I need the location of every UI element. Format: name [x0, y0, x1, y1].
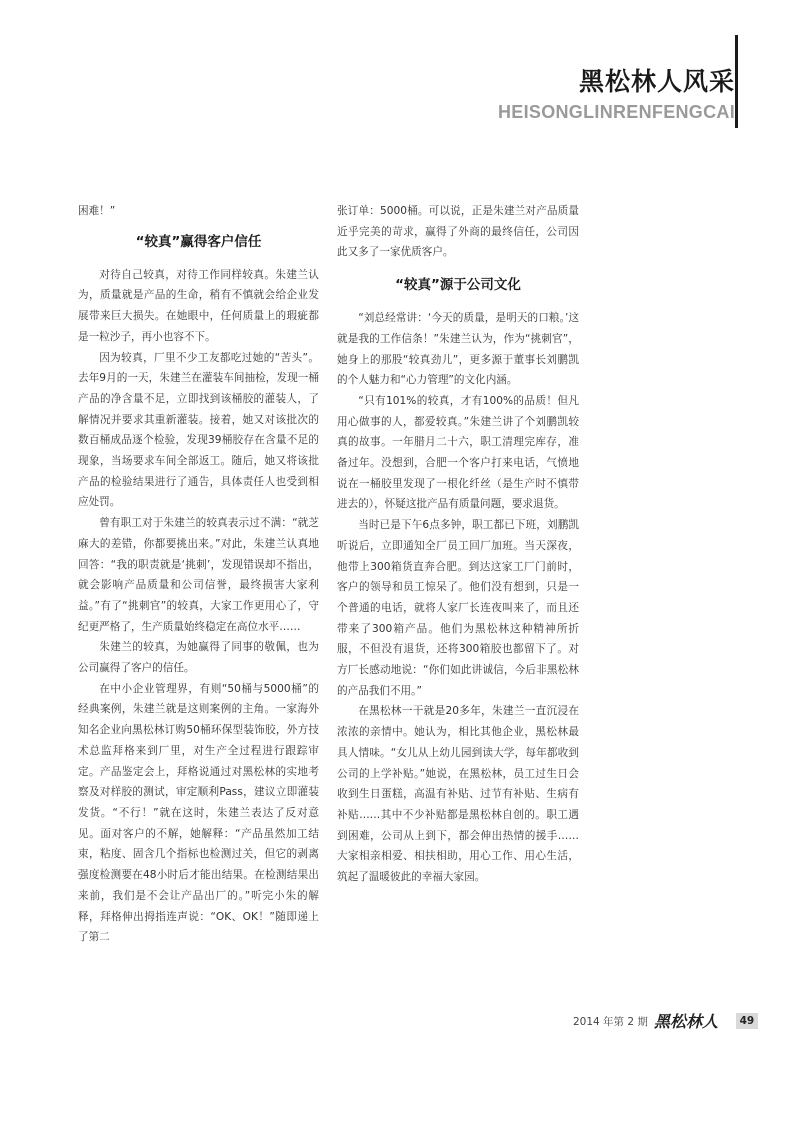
paragraph: 因为较真，厂里不少工友都吃过她的“苦头”。去年9月的一天，朱建兰在灌装车间抽检，发现一桶产品的净含量不足，立即找到该桶胶的灌装人，了解情况并要求其重新灌装。接着，她又对该批次的数百桶成品逐个检验，发现39桶胶存在含量不足的现象，当场要求车间全部返工。随后，她又将该批产品的检验结果进行了通告，具体责任人也受到相应处罚。 — [78, 351, 319, 509]
article-column-right — [337, 201, 579, 888]
paragraph: 朱建兰的较真，为她赢得了同事的敬佩，也为公司赢得了客户的信任。 — [78, 641, 319, 675]
article-column-left — [78, 201, 319, 948]
section-title: 黑松林人风采 — [578, 67, 735, 96]
section-subtitle: HEISONGLINRENFENGCAI — [497, 102, 735, 122]
paragraph: 在中小企业管理界，有则“50桶与5000桶”的经典案例，朱建兰就是这则案例的主角。一家海外知名企业向黑松林订购50桶环保型装饰胶，外方技术总监拜格来到厂里，对生产全过程进行跟踪审定。产品鉴定会上，拜格说通过对黑松林的实地考察及对样胶的测试，审定顺利Pass，建议立即灌装发货。“不行！”就在这时，朱建兰表达了反对意见。面对客户的不解，她解释：“产品虽然加工结束，粘度、固含几个指标也检测过关，但它的剥离强度检测要在48小时后才能出结果。在检测结果出来前，我们是不会让产品出厂的。”听完小朱的解释，拜格伸出拇指连声说：“OK、OK！”随即递上了第二 — [78, 682, 319, 944]
paragraph: 对待自己较真，对待工作同样较真。朱建兰认为，质量就是产品的生命，稍有不慎就会给企业发展带来巨大损失。在她眼中，任何质量上的瑕疵都是一粒沙子，再小也容不下。 — [78, 268, 319, 343]
page-footer — [573, 1011, 758, 1031]
svg-text:黑松林人: 黑松林人 — [653, 1012, 718, 1031]
paragraph: 张订单：5000桶。可以说，正是朱建兰对产品质量近乎完美的苛求，赢得了外商的最终信任，公司因此又多了一家优质客户。 — [337, 205, 579, 259]
section-heading: “较真”赢得客户信任 — [135, 233, 262, 250]
paragraph: 困难！” — [78, 205, 116, 217]
page-number: 49 — [736, 1013, 758, 1029]
header-divider — [735, 35, 738, 128]
issue-label: 2014 年第 2 期 — [573, 1015, 648, 1028]
section-heading: “较真”源于公司文化 — [395, 277, 521, 294]
paragraph: “刘总经常讲：‘今天的质量，是明天的口粮。’这就是我的工作信条！”朱建兰认为，作为“挑刺官”，她身上的那股“较真劲儿”，更多源于董事长刘鹏凯的个人魅力和“心力管理”的文化内涵。 — [337, 312, 579, 387]
magazine-logo — [654, 1011, 732, 1031]
paragraph: 在黑松林一干就是20多年，朱建兰一直沉浸在浓浓的亲情中。她认为，相比其他企业，黑松林最具人情味。“女儿从上幼儿园到读大学，每年都收到公司的上学补贴。”她说，在黑松林，员工过生日会收到生日蛋糕，高温有补贴、过节有补贴、生病有补贴……其中不少补贴都是黑松林自创的。职工遇到困难，公司从上到下，都会伸出热情的援手……大家相亲相爱、相扶相助，用心工作、用心生活，筑起了温暖彼此的幸福大家园。 — [337, 705, 579, 884]
paragraph: “只有101%的较真，才有100%的品质！但凡用心做事的人，都爱较真。”朱建兰讲了个刘鹏凯较真的故事。一年腊月二十六，职工清理完库存，准备过年。没想到，合肥一个客户打来电话，气愤地说在一桶胶里发现了一根化纤丝（是生产时不慎带进去的），怀疑这批产品有质量问题，要求退货。 — [337, 394, 579, 511]
paragraph: 曾有职工对于朱建兰的较真表示过不满：“就芝麻大的差错，你都要挑出来。”对此，朱建兰认真地回答：“我的职责就是‘挑刺’，发现错误却不指出，就会影响产品质量和公司信誉，最终损害大家利益。”有了“挑刺官”的较真，大家工作更用心了，守纪更严格了，生产质量始终稳定在高位水平…… — [78, 517, 319, 633]
paragraph: 当时已是下午6点多钟，职工都已下班，刘鹏凯听说后，立即通知全厂员工回厂加班。当天深夜，他带上300箱货直奔合肥。到达这家工厂门前时，客户的领导和员工惊呆了。他们没有想到，只是一个普通的电话，就将人家厂长连夜叫来了，而且还带来了300箱产品。他们为黑松林这种精神所折服，不但没有退货，还将300箱胶也都留下了。对方厂长感动地说：“你们如此讲诚信，今后非黑松林的产品我们不用。” — [337, 519, 579, 697]
